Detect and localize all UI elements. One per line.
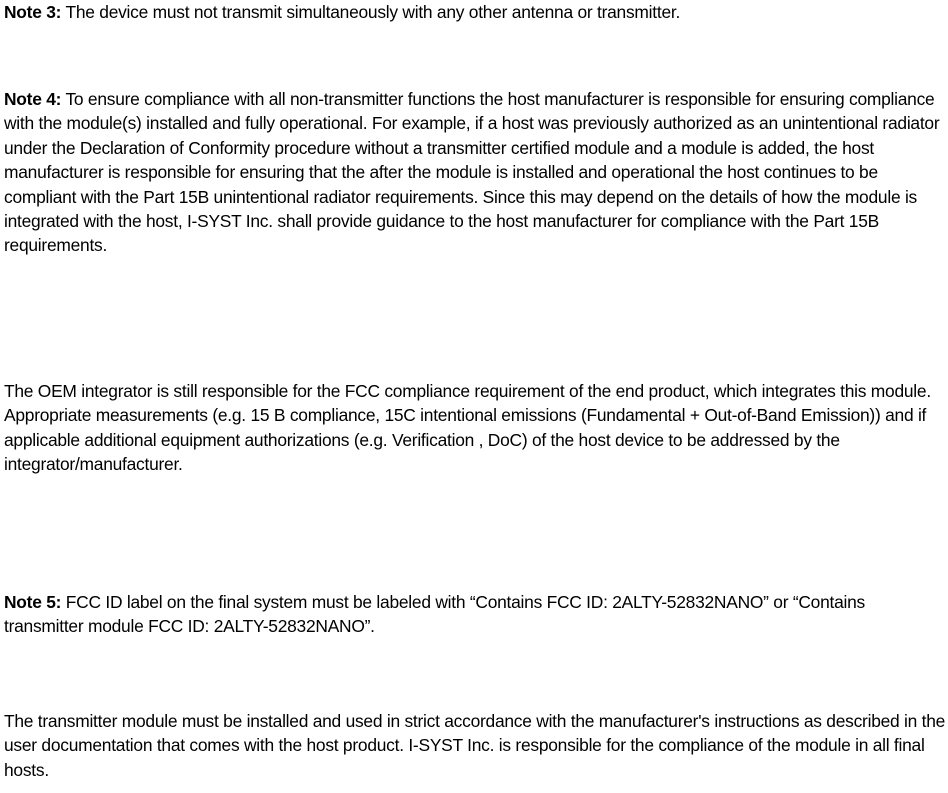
- final-text: The transmitter module must be installed and used in strict accordance with the manufacturer's instructions as described in the user documentation that comes with the host product. I-SYST Inc. is responsible for the compliance of the module in all final hosts.: [4, 711, 946, 780]
- oem-integrator-paragraph: [4, 379, 946, 477]
- note-3-label: Note 3:: [4, 2, 62, 22]
- note-5-label: Note 5:: [4, 592, 62, 612]
- note-4-text: To ensure compliance with all non-transmitter functions the host manufacturer is responsible for ensuring compliance with the module(s) installed and fully operational. For example, if a host was previously authorized as an unintentional radiator under the Declaration of Conformity procedure without a transmitter certified module and a module is added, the host manufacturer is responsible for ensuring that the after the module is installed and operational the host continues to be compliant with the Part 15B unintentional radiator requirements. Since this may depend on the details of how the module is integrated with the host, I-SYST Inc. shall provide guidance to the host manufacturer for compliance with the Part 15B requirements.: [4, 89, 940, 256]
- note-3-text: The device must not transmit simultaneously with any other antenna or transmitter.: [61, 2, 681, 22]
- note-4-paragraph: [4, 87, 946, 258]
- note-5-paragraph: [4, 590, 946, 639]
- note-4-label: Note 4:: [4, 89, 62, 109]
- note-5-text: FCC ID label on the final system must be labeled with “Contains FCC ID: 2ALTY-52832NANO” or “Contains transmitter module FCC ID: 2ALTY-52832NANO”.: [4, 592, 866, 637]
- final-paragraph: [4, 709, 946, 782]
- oem-integrator-text: The OEM integrator is still responsible for the FCC compliance requirement of the end product, which integrates this module. Appropriate measurements (e.g. 15 B compliance, 15C intentional emissions (Fundamental + Out-of-Band Emission)) and if applicable additional equipment authorizations (e.g. Verification , DoC) of the host device to be addressed by the integrator/manufacturer.: [4, 381, 931, 475]
- note-3-paragraph: [4, 0, 680, 24]
